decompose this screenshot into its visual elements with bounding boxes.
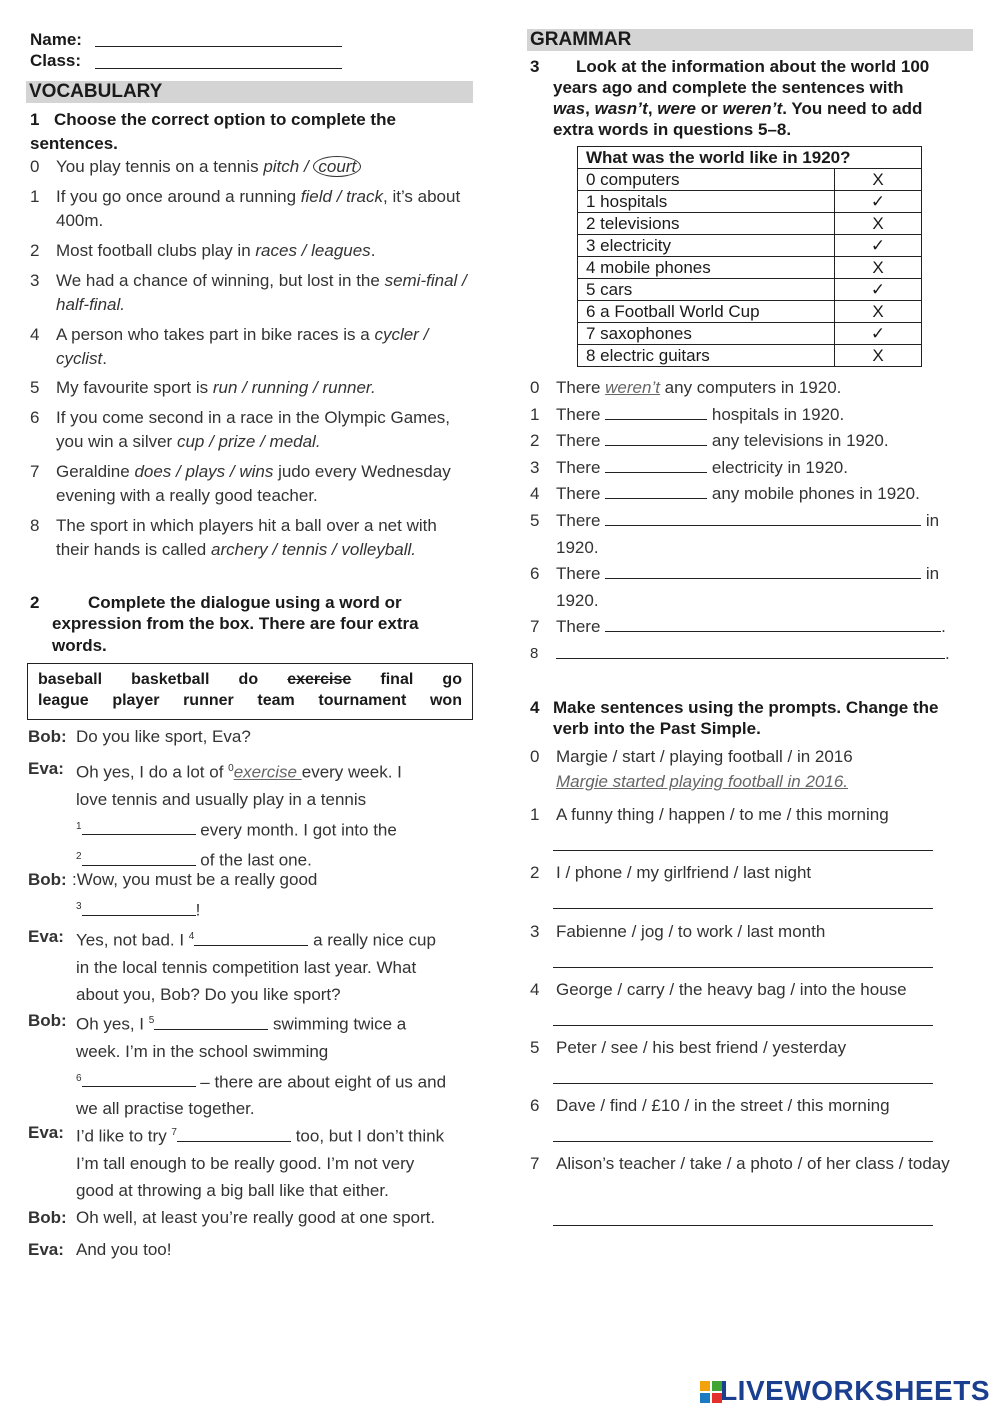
dialogue: Bob: Do you like sport, Eva? Eva: Oh yes, I do a lot of $^0$exercise every week. I love tennis and usually play in a tennis $^1$ every month. I got into the $^2$ of the last one. Bob: :Wow, you must be a really good $^3$ ! Eva: Yes, not bad. I $^4$ a really nice cup in the local tennis competition last year. What about you, Bob? Do you like sport? Bob: Oh yes, I $^5$ swimming twice a week. I’m in the school swimming $^6$ – there are about eight of us and we all practise together. Eva: I’d like to try $^7$ too, but I don’t think I’m tall enough to be really good. I’m not very good at throwing a big ball like that either. Bob: Oh well, at least you’re really good at one sport. Eva: And you too!: [28, 727, 447, 1259]
ex1-instruction: 1 Choose the correct option to complete the sentences.: [30, 110, 396, 153]
ex4-prompt: A funny thing / happen / to me / this morning: [556, 805, 889, 824]
ex1-item-number: 4: [30, 325, 40, 344]
word-box-word: team: [257, 692, 295, 709]
name-label: Name:: [30, 30, 82, 49]
ex4-prompt: Fabienne / jog / to work / last month: [556, 922, 826, 941]
ex1-item-number: 3: [30, 271, 40, 290]
ex1-item-2: 2 Most football clubs play in races / leagues.: [30, 239, 470, 263]
ex4-answer-line-2[interactable]: [553, 908, 933, 909]
liveworksheets-logo-mark: [700, 1381, 722, 1403]
ex1-item-6: 6 If you come second in a race in the Olympic Games, you win a silver cup / prize / medal.: [30, 408, 451, 451]
check-mark: ✓: [835, 235, 922, 257]
table-item: 0 computers: [578, 169, 835, 191]
ex3-gap-2[interactable]: [605, 430, 707, 446]
ex1-item-number: 5: [30, 378, 40, 397]
ex1-number: 1: [30, 110, 40, 129]
ex1-options[interactable]: races / leagues: [255, 241, 371, 260]
word-box-word: player: [112, 692, 160, 709]
ex4-answer-line-6[interactable]: [553, 1141, 933, 1142]
table-item: 5 cars: [578, 279, 835, 301]
gap-2[interactable]: [82, 850, 196, 866]
ex1-options[interactable]: run / running / runner.: [212, 378, 376, 397]
table-row: [578, 213, 922, 235]
cross-mark: X: [835, 345, 922, 367]
gap-6[interactable]: [82, 1071, 196, 1087]
ex1-item-number: 0: [30, 157, 40, 176]
gap-3[interactable]: [82, 900, 196, 916]
cross-mark: X: [835, 213, 922, 235]
check-mark: ✓: [835, 323, 922, 345]
word-box-word: basketball: [131, 671, 210, 688]
table-item: 4 mobile phones: [578, 257, 835, 279]
ex3-instruction: 3 Look at the information about the world 100 years ago and complete the sentences with was, wasn’t, were or weren’t. You need to add extra words in questions 5–8.: [530, 57, 930, 139]
table-item: 1 hospitals: [578, 191, 835, 213]
ex1-item-7: 7 Geraldine does / plays / wins judo every Wednesday evening with a really good teacher.: [30, 462, 451, 505]
table-row: [578, 279, 922, 301]
word-box-word: tournament: [318, 692, 407, 709]
cross-mark: X: [835, 257, 922, 279]
word-box-word: won: [429, 692, 462, 709]
ex3-sentence-6-year: 1920.: [556, 591, 599, 610]
ex1-item-number: 1: [30, 187, 40, 206]
ex1-options[interactable]: does / plays / wins: [134, 462, 274, 481]
ex3-gap-6[interactable]: [605, 563, 921, 579]
word-box-row-2: [38, 692, 462, 710]
ex4-answer-line-7[interactable]: [553, 1225, 933, 1226]
ex4-example-answer: Margie started playing football in 2016.: [556, 772, 849, 791]
ex4-number: 4: [530, 698, 540, 717]
check-mark: ✓: [835, 191, 922, 213]
ex4-answer-line-5[interactable]: [553, 1083, 933, 1084]
check-mark: ✓: [835, 279, 922, 301]
class-field[interactable]: [95, 68, 342, 69]
ex4-prompt: Peter / see / his best friend / yesterday: [556, 1038, 847, 1057]
ex4-prompt: George / carry / the heavy bag / into the house: [556, 980, 907, 999]
word-box-word: go: [442, 671, 462, 688]
ex1-item-number: 2: [30, 241, 40, 260]
name-field[interactable]: [95, 46, 342, 47]
ex3-gap-4[interactable]: [605, 483, 707, 499]
table-row: [578, 169, 922, 191]
table-row: [578, 345, 922, 367]
gap-4[interactable]: [194, 930, 308, 946]
word-box-word: do: [238, 671, 259, 688]
ex4-answer-line-3[interactable]: [553, 967, 933, 968]
ex3-gap-5[interactable]: [605, 510, 921, 526]
table-row: [578, 257, 922, 279]
ex3-gap-1[interactable]: [605, 404, 707, 420]
ex1-options[interactable]: field / track: [300, 187, 383, 206]
grammar-heading: GRAMMAR: [527, 29, 973, 51]
table-row: [578, 191, 922, 213]
ex3-number: 3: [530, 57, 540, 76]
table-row: [578, 301, 922, 323]
ex4-prompt: Alison’s teacher / take / a photo / of her class / today: [556, 1154, 950, 1173]
ex1-options[interactable]: cup / prize / medal.: [176, 432, 321, 451]
ex1-item-8: 8 The sport in which players hit a ball over a net with their hands is called archery / tennis / volleyball.: [30, 516, 437, 559]
table-item: 8 electric guitars: [578, 345, 835, 367]
ex3-sentence-5-year: 1920.: [556, 538, 599, 557]
cross-mark: X: [835, 301, 922, 323]
word-box-word: league: [38, 692, 89, 709]
word-box-row-1: [38, 671, 462, 689]
ex1-options[interactable]: pitch /: [263, 157, 314, 176]
word-box: [27, 663, 473, 720]
ex4-prompt: I / phone / my girlfriend / last night: [556, 863, 812, 882]
world-1920-table: [577, 146, 922, 367]
ex4-answer-line-1[interactable]: [553, 850, 933, 851]
word-box-word: runner: [183, 692, 234, 709]
word-box-word: baseball: [38, 671, 103, 688]
ex1-item-number: 8: [30, 516, 40, 535]
ex3-gap-8[interactable]: [556, 643, 945, 659]
ex1-item-4: 4 A person who takes part in bike races is a cycler / cyclist.: [30, 325, 429, 368]
table-item: 2 televisions: [578, 213, 835, 235]
ex1-item-number: 7: [30, 462, 40, 481]
ex3-gap-7[interactable]: [605, 616, 941, 632]
ex4-answer-line-4[interactable]: [553, 1025, 933, 1026]
ex1-item-1: 1 If you go once around a running field / track, it’s about 400m.: [30, 187, 461, 230]
vocabulary-heading: VOCABULARY: [26, 81, 473, 103]
circled-answer: court: [313, 156, 361, 177]
example-answer-0: exercise: [233, 762, 302, 782]
example-answer-weren't: weren’t: [605, 378, 660, 397]
gap-5[interactable]: [154, 1014, 268, 1030]
cross-mark: X: [835, 169, 922, 191]
table-row: [578, 235, 922, 257]
ex1-item-0: 0 You play tennis on a tennis pitch / court: [30, 155, 470, 179]
table-item: 3 electricity: [578, 235, 835, 257]
ex1-item-5: 5 My favourite sport is run / running / runner.: [30, 376, 470, 400]
table-item: 7 saxophones: [578, 323, 835, 345]
ex1-options[interactable]: semi-final / half-final.: [56, 271, 467, 314]
table-row: [578, 323, 922, 345]
ex4-instruction: 4 Make sentences using the prompts. Change the verb into the Past Simple.: [530, 698, 939, 738]
ex1-item-number: 6: [30, 408, 40, 427]
word-box-word: final: [380, 671, 414, 688]
ex1-options[interactable]: archery / tennis / volleyball.: [210, 540, 417, 559]
table-item: 6 a Football World Cup: [578, 301, 835, 323]
ex2-instruction-cont: expression from the box. There are four extra words.: [52, 614, 419, 655]
gap-7[interactable]: [177, 1126, 291, 1142]
liveworksheets-logo: LIVEWORKSHEETS: [720, 1375, 990, 1406]
table-title: What was the world like in 1920?: [578, 147, 922, 169]
gap-1[interactable]: [82, 819, 196, 835]
ex1-item-3: 3 We had a chance of winning, but lost in the semi-final / half-final.: [30, 271, 467, 314]
ex3-gap-3[interactable]: [605, 457, 707, 473]
ex2-instruction: 2 Complete the dialogue using a word or: [30, 591, 470, 615]
ex1-options[interactable]: cycler / cyclist: [56, 325, 429, 368]
ex4-prompt: Dave / find / £10 / in the street / this morning: [556, 1096, 890, 1115]
class-label: Class:: [30, 51, 82, 70]
ex2-number: 2: [30, 593, 40, 612]
word-box-word: exercise: [287, 671, 352, 688]
